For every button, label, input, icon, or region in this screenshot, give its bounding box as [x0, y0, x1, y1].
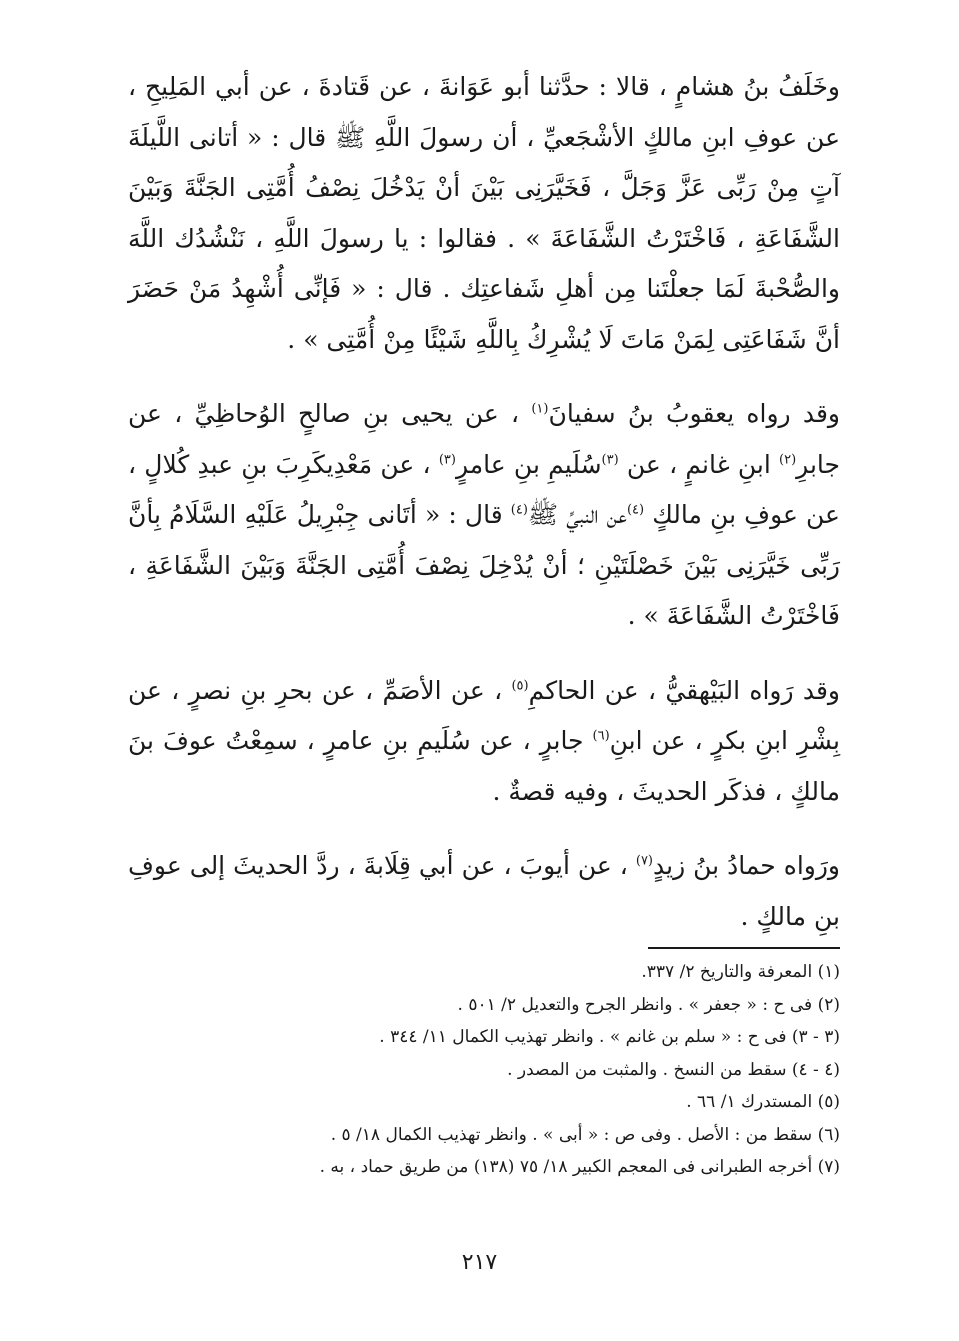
- paragraph-2-text: وقد رواه يعقوبُ بنُ سفيانَ: [548, 399, 840, 428]
- footnotes: [128, 956, 840, 1184]
- paragraph-2-text: ، عن مَعْدِيكَرِبَ بنِ عبدِ كُلالٍ ، عن عوفِ بنِ مالكٍ: [128, 449, 840, 529]
- paragraph-1: [128, 62, 840, 365]
- footnote-ref-7: (٧): [635, 853, 653, 869]
- paragraph-3-text: وقد رَواه البَيْهقيُّ ، عن الحاكمِ: [528, 675, 840, 705]
- footnote-ref-1: (١): [531, 401, 549, 417]
- paragraph-1-text: وخَلَفُ بنُ هشامٍ ، قالا : حدَّثنا أبو عَوَانةَ ، عن قَتادةَ ، عن أبي المَلِيحِ ، عن عوفِ ابنِ مالكٍ الأشْجَعيِّ ، أن رسولَ اللَّهِ ﷺ قال : « أتانى اللَّيلَةَ آتٍ مِنْ رَبِّى عَزَّ وَجَلَّ ، فَخَيَّرَنِى بَيْنَ أنْ يَدْخُلَ نِصْفُ أُمَّتِى الجَنَّةَ وَبَيْنَ الشَّفَاعَةِ ، فَاخْتَرْتُ الشَّفَاعَةَ » . فقالوا : يا رسولَ اللَّهِ ، نَنْشُدُك اللَّهَ والصُّحْبةَ لَمَا جعلْتَنا مِن أهلِ شَفاعتِك . قال : « فَإنِّى أُشْهِدُ مَنْ حَضَرَ أنَّ شَفَاعَتِى لِمَنْ مَاتَ لَا يُشْرِكُ بِاللَّهِ شَيْئًا مِنْ أُمَّتِى » .: [128, 72, 840, 354]
- paragraph-2-text: سُلَيمِ بنِ عامرٍ: [455, 449, 602, 479]
- paragraph-2-text: قال : « أتَانى جِبْرِيلُ عَلَيْهِ السَّلَامُ بِأنَّ رَبِّى خَيَّرَنِى بَيْنَ خَصْلَتَيْنِ ؛ أنْ يُدْخِلَ نِصْفَ أُمَّتِى الجَنَّةَ وَبَيْنَ الشَّفَاعَةِ ، فَاخْتَرْتُ الشَّفَاعَةَ » .: [128, 500, 840, 630]
- paragraph-2-text: عن النبيِّ ﷺ: [527, 500, 627, 529]
- paragraph-4: [128, 841, 840, 942]
- footnote-ref-5: (٥): [511, 678, 529, 694]
- paragraph-4-text: ، عن أيوبَ ، عن أبي قِلَابةَ ، ردَّ الحديثَ إلى عوفِ بنِ مالكٍ .: [128, 851, 840, 931]
- paragraph-2-text: ابنِ غانمٍ ، عن: [618, 449, 780, 479]
- footnote-6: (٦) سقط من : الأصل . وفى ص : « أبى » . وانظر تهذيب الكمال ١٨/ ٥ .: [330, 1124, 840, 1145]
- footnote-4: (٤ - ٤) سقط من النسخ . والمثبت من المصدر .: [507, 1059, 840, 1080]
- paragraph-4-text: ورَواه حمادُ بنُ زيدٍ: [653, 851, 840, 880]
- footnote-separator: [648, 947, 840, 949]
- footnote-7: (٧) أخرجه الطبرانى فى المعجم الكبير ١٨/ ٧٥ (١٣٨) من طريق حماد ، به .: [319, 1157, 840, 1177]
- paragraph-2: [128, 389, 840, 642]
- footnote-2: (٢) فى ح : « جعفر » . وانظر الجرح والتعديل ٢/ ٥٠١ .: [457, 994, 840, 1015]
- paragraph-3-text: ، عن الأصَمِّ ، عن بحرِ بنِ نصرٍ ، عن بِشْرِ ابنِ بكرٍ ، عن ابنِ: [128, 675, 840, 755]
- footnote-ref-4-end: (٤): [510, 502, 528, 518]
- paragraph-3-text: جابرٍ ، عن سُلَيمِ بنِ عامرٍ ، سمِعْتُ عوفَ بنَ مالكٍ ، فذكَر الحديثَ ، وفيه قصةٌ .: [128, 726, 840, 806]
- page-number: ٢١٧: [461, 1250, 498, 1275]
- footnote-ref-3-end: (٣): [438, 452, 456, 468]
- footnote-ref-6: (٦): [592, 728, 610, 744]
- footnote-ref-2: (٢): [779, 452, 797, 468]
- footnote-1: (١) المعرفة والتاريخ ٢/ ٣٣٧.: [641, 962, 840, 982]
- paragraph-3: [128, 666, 840, 818]
- footnote-3: (٣ - ٣) فى ح : « سلم بن غانم » . وانظر تهذيب الكمال ١١/ ٣٤٤ .: [379, 1027, 840, 1047]
- footnote-ref-4-start: (٤): [626, 502, 645, 518]
- footnote-ref-3-start: (٣): [601, 452, 619, 468]
- paragraph-2-text: ، عن يحيى بنِ صالحٍ الوُحاظِيِّ ، عن جابرِ: [128, 399, 840, 479]
- main-text: [128, 62, 840, 966]
- footnote-5: (٥) المستدرك ١/ ٦٦ .: [686, 1092, 840, 1112]
